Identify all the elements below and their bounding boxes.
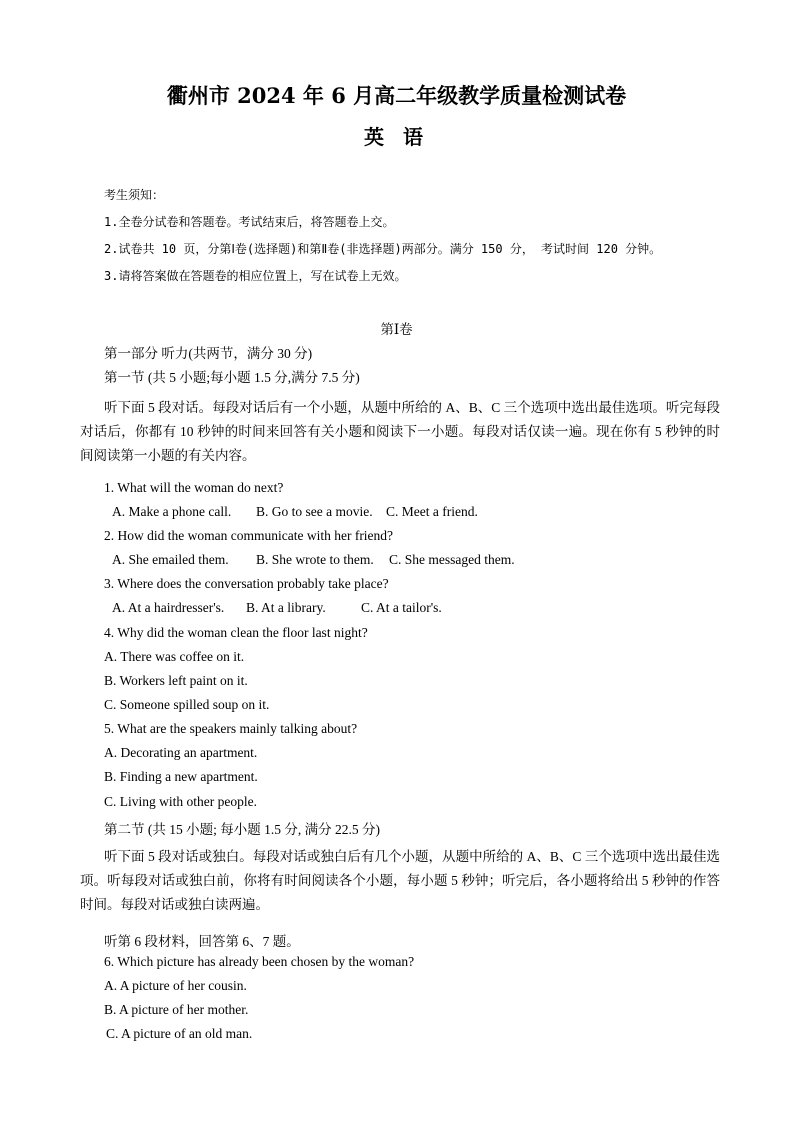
- q6-option-b: B. A picture of her mother.: [104, 1002, 249, 1017]
- q4-option-a: A. There was coffee on it.: [104, 649, 245, 664]
- q4-question: 4. Why did the woman clean the floor last night?: [104, 625, 368, 640]
- exam-title: 衢州市 2024 年 6 月高二年级教学质量检测试卷: [166, 83, 627, 108]
- q5-option-a: A. Decorating an apartment.: [104, 745, 258, 760]
- material6-instruction: 听第 6 段材料，回答第 6、7 题。: [104, 934, 300, 949]
- q6-option-c: C. A picture of an old man.: [106, 1026, 253, 1041]
- q4-option-c: C. Someone spilled soup on it.: [104, 697, 270, 712]
- section2-instructions: 听下面 5 段对话或独白。每段对话或独白后有几个小题，从题中所给的 A、B、C 三个选项中选出最佳选项。听每段对话或独白前，你将有时间阅读各个小题，每小题 5 秒钟；听完后，各小题将给出 5 秒钟的作答时间。每段对话或独白读两遍。: [80, 849, 720, 912]
- q2-option-b: B. She wrote to them.: [256, 552, 374, 567]
- notice-item-1: 1.全卷分试卷和答题卷。考试结束后，将答题卷上交。: [104, 215, 395, 229]
- q2-question: 2. How did the woman communicate with her friend?: [104, 528, 394, 543]
- q5-question: 5. What are the speakers mainly talking about?: [104, 721, 358, 736]
- q3-option-b: B. At a library.: [246, 600, 326, 615]
- section1-title: 第一节 (共 5 小题;每小题 1.5 分,满分 7.5 分): [104, 370, 360, 385]
- q1-option-b: B. Go to see a movie.: [256, 504, 373, 519]
- q1-question: 1. What will the woman do next?: [104, 480, 284, 495]
- subject-title: 英 语: [364, 125, 429, 149]
- q3-option-c: C. At a tailor's.: [361, 600, 442, 615]
- q1-option-c: C. Meet a friend.: [386, 504, 478, 519]
- q2-option-c: C. She messaged them.: [389, 552, 515, 567]
- q4-option-b: B. Workers left paint on it.: [104, 673, 248, 688]
- notice-item-3: 3.请将答案做在答题卷的相应位置上，写在试卷上无效。: [104, 269, 407, 283]
- q6-question: 6. Which picture has already been chosen by the woman?: [104, 954, 415, 969]
- section1-instructions: 听下面 5 段对话。每段对话后有一个小题，从题中所给的 A、B、C 三个选项中选出最佳选项。听完每段对话后，你都有 10 秒钟的时间来回答有关小题和阅读下一小题。每段对话仅读一遍。现在你有 5 秒钟的时间阅读第一小题的有关内容。: [80, 400, 720, 463]
- q5-option-c: C. Living with other people.: [104, 794, 257, 809]
- q3-option-a: A. At a hairdresser's.: [112, 600, 225, 615]
- part1-title: 第一部分 听力(共两节，满分 30 分): [104, 346, 313, 361]
- q3-question: 3. Where does the conversation probably take place?: [104, 576, 389, 591]
- q1-option-a: A. Make a phone call.: [112, 504, 232, 519]
- notice-heading: 考生须知：: [104, 188, 165, 202]
- volume-title: 第Ⅰ卷: [380, 322, 413, 337]
- notice-item-2: 2.试卷共 10 页，分第Ⅰ卷(选择题)和第Ⅱ卷(非选择题)两部分。满分 150 分， 考试时间 120 分钟。: [104, 242, 662, 256]
- q2-option-a: A. She emailed them.: [112, 552, 229, 567]
- section2-title: 第二节 (共 15 小题; 每小题 1.5 分, 满分 22.5 分): [104, 822, 380, 837]
- q6-option-a: A. A picture of her cousin.: [104, 978, 247, 993]
- q5-option-b: B. Finding a new apartment.: [104, 769, 258, 784]
